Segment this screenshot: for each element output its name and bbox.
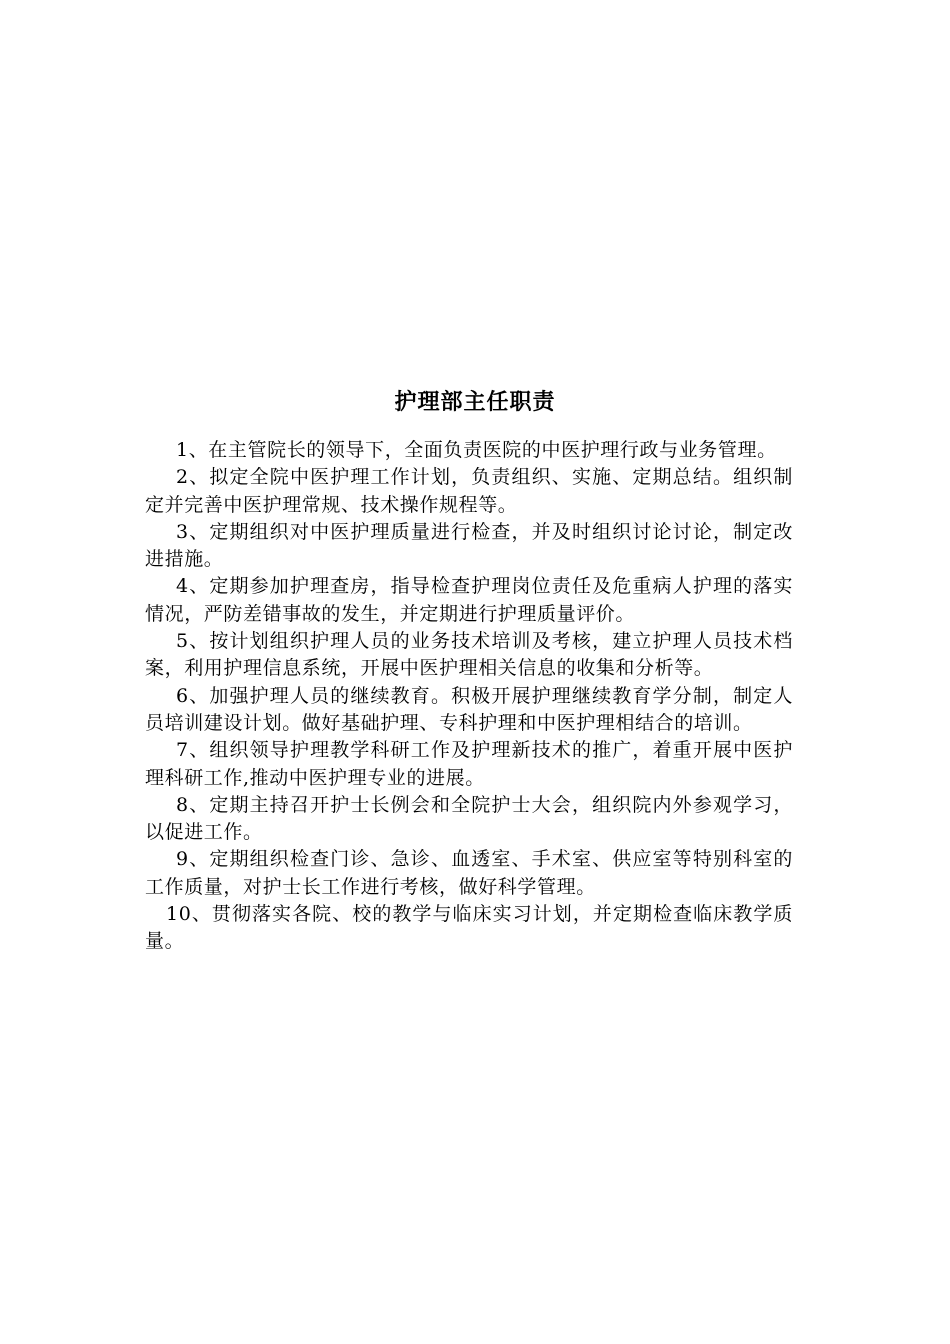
duty-paragraph-8: 8、定期主持召开护士长例会和全院护士大会，组织院内外参观学习，以促进工作。 (145, 793, 793, 844)
duty-paragraph-3: 3、定期组织对中医护理质量进行检查，并及时组织讨论讨论，制定改进措施。 (145, 520, 793, 571)
duty-paragraph-5: 5、按计划组织护理人员的业务技术培训及考核，建立护理人员技术档案，利用护理信息系统，开展中医护理相关信息的收集和分析等。 (145, 630, 793, 680)
duty-paragraph-9: 9、定期组织检查门诊、急诊、血透室、手术室、供应室等特别科室的工作质量，对护士长工作进行考核，做好科学管理。 (145, 848, 793, 898)
duty-paragraph-1: 1、在主管院长的领导下，全面负责医院的中医护理行政与业务管理。 (176, 439, 777, 461)
document-body (145, 437, 793, 956)
duty-paragraph-4: 4、定期参加护理查房，指导检查护理岗位责任及危重病人护理的落实情况，严防差错事故的发生，并定期进行护理质量评价。 (145, 575, 793, 625)
duty-paragraph-2: 2、拟定全院中医护理工作计划，负责组织、实施、定期总结。组织制定并完善中医护理常规、技术操作规程等。 (145, 466, 793, 516)
duty-paragraph-7: 7、组织领导护理教学科研工作及护理新技术的推广，着重开展中医护理科研工作,推动中医护理专业的进展。 (145, 739, 793, 789)
duty-paragraph-6: 6、加强护理人员的继续教育。积极开展护理继续教育学分制，制定人员培训建设计划。做好基础护理、专科护理和中医护理相结合的培训。 (145, 684, 793, 734)
duty-paragraph-10: 10、贯彻落实各院、校的教学与临床实习计划，并定期检查临床教学质量。 (145, 903, 793, 953)
document-title: 护理部主任职责 (394, 389, 556, 415)
